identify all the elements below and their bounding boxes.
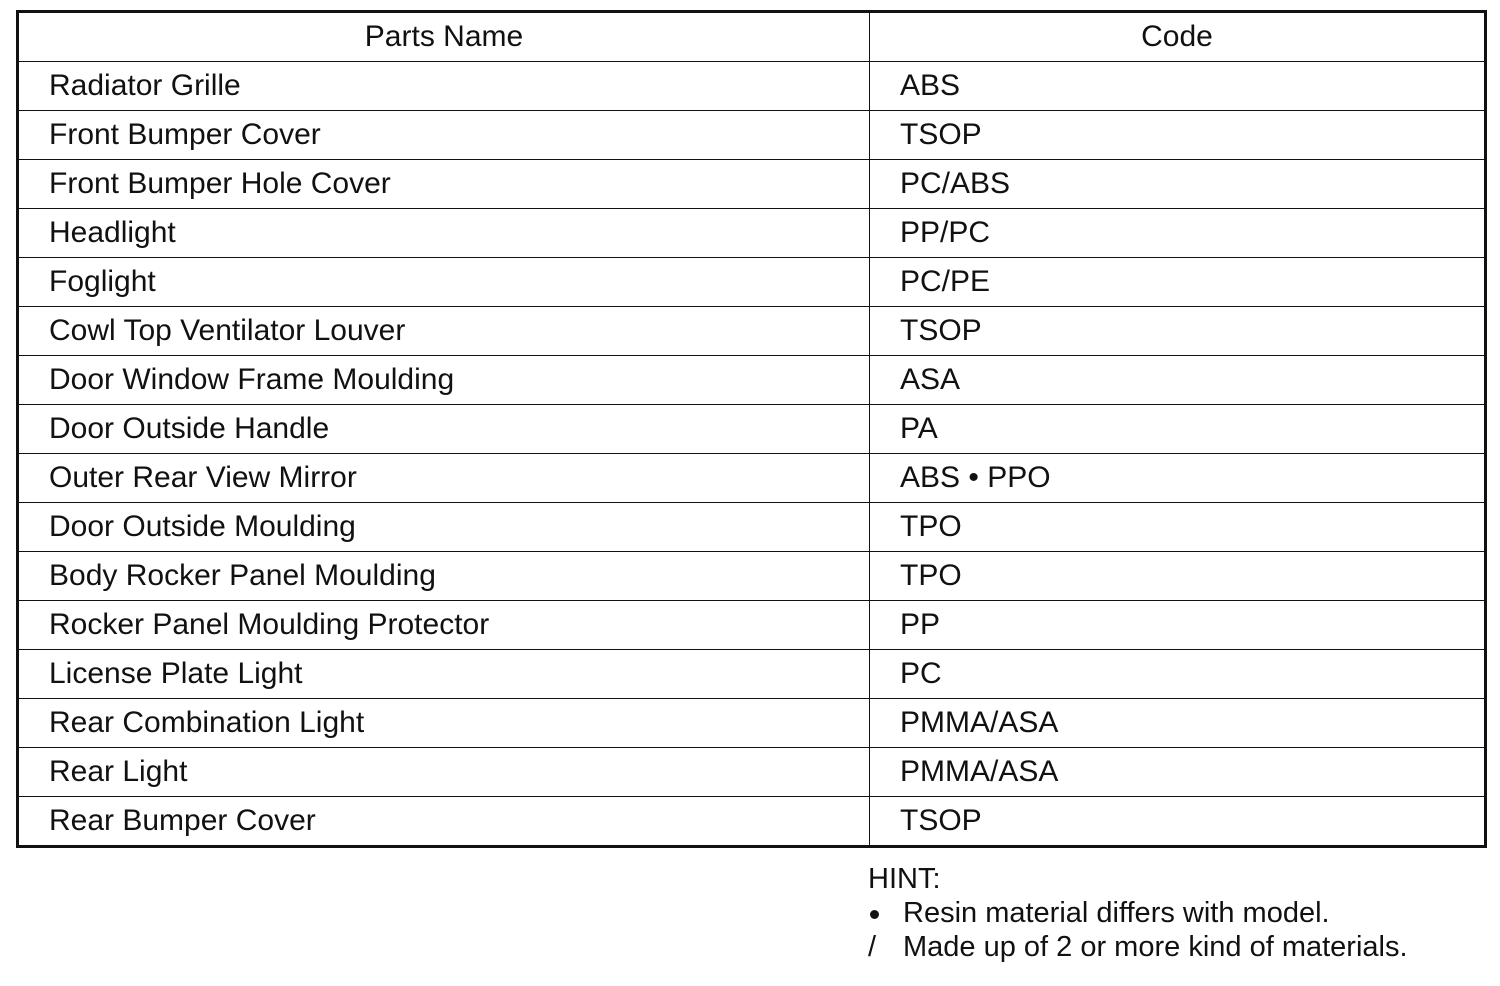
- cell-code: TSOP: [870, 797, 1486, 847]
- cell-code: PP: [870, 601, 1486, 650]
- cell-code: PP/PC: [870, 209, 1486, 258]
- cell-code: PMMA/ASA: [870, 699, 1486, 748]
- hint-item-text: Resin material differs with model.: [903, 897, 1330, 929]
- hint-item-dot: [868, 896, 1408, 930]
- cell-parts-name: Foglight: [18, 258, 870, 307]
- table-row: [18, 356, 1486, 405]
- table-row: [18, 650, 1486, 699]
- cell-code: TPO: [870, 552, 1486, 601]
- table-body: [18, 62, 1486, 847]
- table-row: [18, 160, 1486, 209]
- parts-code-table: [16, 10, 1487, 848]
- cell-parts-name: Radiator Grille: [18, 62, 870, 111]
- hint-section: [868, 862, 1408, 964]
- cell-parts-name: Headlight: [18, 209, 870, 258]
- table-row: [18, 748, 1486, 797]
- cell-code: TSOP: [870, 111, 1486, 160]
- hint-item-slash: [868, 930, 1408, 964]
- cell-code: PC: [870, 650, 1486, 699]
- table-row: [18, 797, 1486, 847]
- cell-parts-name: License Plate Light: [18, 650, 870, 699]
- table-row: [18, 601, 1486, 650]
- table-row: [18, 699, 1486, 748]
- cell-code: PMMA/ASA: [870, 748, 1486, 797]
- column-header-parts-name: Parts Name: [18, 12, 870, 62]
- hint-item-text: Made up of 2 or more kind of materials.: [903, 931, 1408, 963]
- table-row: [18, 405, 1486, 454]
- cell-code: TSOP: [870, 307, 1486, 356]
- hint-title: HINT:: [868, 863, 941, 895]
- cell-code: PA: [870, 405, 1486, 454]
- table-row: [18, 111, 1486, 160]
- cell-parts-name: Door Outside Moulding: [18, 503, 870, 552]
- table-row: [18, 552, 1486, 601]
- table-row: [18, 503, 1486, 552]
- cell-parts-name: Body Rocker Panel Moulding: [18, 552, 870, 601]
- table-row: [18, 258, 1486, 307]
- cell-code: ABS: [870, 62, 1486, 111]
- cell-parts-name: Outer Rear View Mirror: [18, 454, 870, 503]
- column-header-code: Code: [870, 12, 1486, 62]
- cell-parts-name: Door Window Frame Moulding: [18, 356, 870, 405]
- cell-code: TPO: [870, 503, 1486, 552]
- table-row: [18, 209, 1486, 258]
- table-row: [18, 307, 1486, 356]
- cell-parts-name: Rocker Panel Moulding Protector: [18, 601, 870, 650]
- cell-parts-name: Door Outside Handle: [18, 405, 870, 454]
- cell-parts-name: Front Bumper Hole Cover: [18, 160, 870, 209]
- cell-code: PC/ABS: [870, 160, 1486, 209]
- cell-parts-name: Cowl Top Ventilator Louver: [18, 307, 870, 356]
- cell-code: ABS • PPO: [870, 454, 1486, 503]
- table-row: [18, 454, 1486, 503]
- table-row: [18, 62, 1486, 111]
- cell-parts-name: Front Bumper Cover: [18, 111, 870, 160]
- cell-parts-name: Rear Bumper Cover: [18, 797, 870, 847]
- bullet-dot-icon: [868, 896, 903, 930]
- cell-parts-name: Rear Light: [18, 748, 870, 797]
- cell-parts-name: Rear Combination Light: [18, 699, 870, 748]
- cell-code: PC/PE: [870, 258, 1486, 307]
- hint-symbol-slash: /: [868, 931, 877, 963]
- table-header-row: [18, 12, 1486, 62]
- cell-code: ASA: [870, 356, 1486, 405]
